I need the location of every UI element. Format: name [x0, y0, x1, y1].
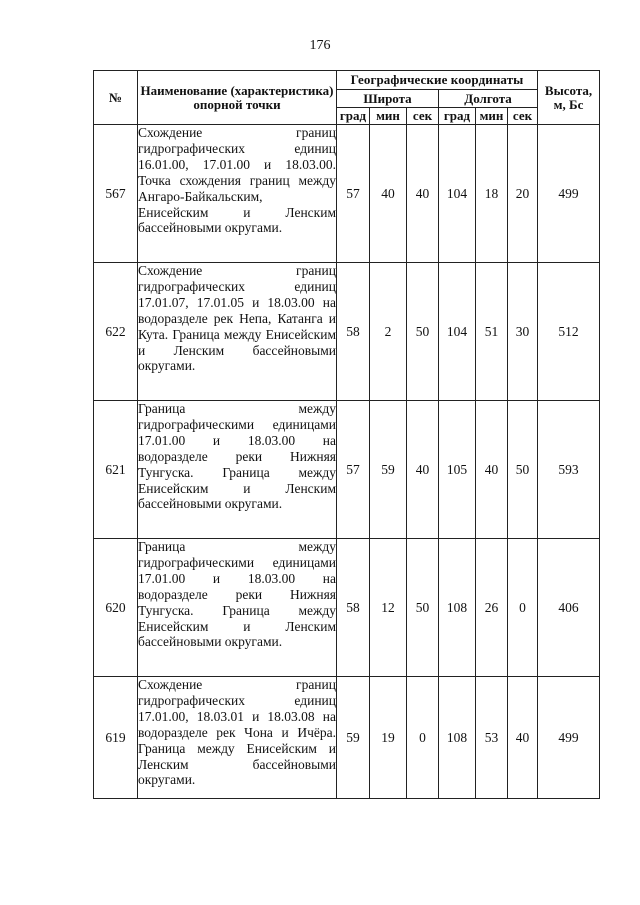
height-value: 499 [538, 125, 600, 263]
row-number: 619 [94, 677, 138, 799]
lon-min: 18 [476, 125, 508, 263]
header-lon-deg: град [439, 108, 476, 125]
row-number: 621 [94, 401, 138, 539]
header-lat-min: мин [370, 108, 407, 125]
row-description: Схождение границ гидрографических единиц 17.01.00, 18.03.01 и 18.03.08 на водоразделе рек Чона и Ичёра. Граница между Енисейским и Ленским бассейновыми округами. [138, 677, 337, 799]
height-value: 512 [538, 263, 600, 401]
lon-sec: 50 [508, 401, 538, 539]
lat-min: 19 [370, 677, 407, 799]
lat-min: 59 [370, 401, 407, 539]
row-description: Граница между гидрографическими единицами 17.01.00 и 18.03.00 на водоразделе реки Нижняя Тунгуска. Граница между Енисейским и Ленским бассейновыми округами. [138, 539, 337, 677]
header-lat-sec: сек [407, 108, 439, 125]
lat-sec: 40 [407, 125, 439, 263]
row-number: 622 [94, 263, 138, 401]
lon-deg: 108 [439, 539, 476, 677]
lat-deg: 57 [337, 401, 370, 539]
lon-sec: 30 [508, 263, 538, 401]
lon-deg: 104 [439, 263, 476, 401]
row-number: 567 [94, 125, 138, 263]
header-name: Наименование (характеристика) опорной точки [138, 71, 337, 125]
header-coordinates: Географические координаты [337, 71, 538, 90]
height-value: 499 [538, 677, 600, 799]
lat-sec: 50 [407, 263, 439, 401]
lon-min: 51 [476, 263, 508, 401]
page-number: 176 [309, 38, 331, 53]
header-lon-min: мин [476, 108, 508, 125]
lat-sec: 40 [407, 401, 439, 539]
coordinates-table [93, 70, 600, 799]
lon-deg: 104 [439, 125, 476, 263]
lat-deg: 58 [337, 263, 370, 401]
row-number: 620 [94, 539, 138, 677]
lat-sec: 0 [407, 677, 439, 799]
lon-deg: 108 [439, 677, 476, 799]
lon-min: 53 [476, 677, 508, 799]
lat-min: 40 [370, 125, 407, 263]
header-no: № [94, 71, 138, 125]
header-lat-deg: град [337, 108, 370, 125]
lat-min: 2 [370, 263, 407, 401]
row-description: Схождение границ гидрографических единиц 17.01.07, 17.01.05 и 18.03.00 на водоразделе рек Непа, Катанга и Кута. Граница между Енисейским и Ленским бассейновыми округами. [138, 263, 337, 401]
lat-sec: 50 [407, 539, 439, 677]
lon-deg: 105 [439, 401, 476, 539]
header-latitude: Широта [337, 90, 439, 108]
height-value: 406 [538, 539, 600, 677]
table-row [94, 677, 600, 799]
lon-min: 40 [476, 401, 508, 539]
lon-min: 26 [476, 539, 508, 677]
header-lon-sec: сек [508, 108, 538, 125]
lat-deg: 59 [337, 677, 370, 799]
header-height: Высота, м, Бс [538, 71, 600, 125]
row-description: Схождение границ гидрографических единиц 16.01.00, 17.01.00 и 18.03.00. Точка схождения границ между Ангаро-Байкальским, Енисейским и Ленским бассейновыми округами. [138, 125, 337, 263]
lat-deg: 58 [337, 539, 370, 677]
lon-sec: 20 [508, 125, 538, 263]
row-description: Граница между гидрографическими единицами 17.01.00 и 18.03.00 на водоразделе реки Нижняя Тунгуска. Граница между Енисейским и Ленским бассейновыми округами. [138, 401, 337, 539]
table-row [94, 401, 600, 539]
header-longitude: Долгота [439, 90, 538, 108]
table-row [94, 263, 600, 401]
lat-deg: 57 [337, 125, 370, 263]
lat-min: 12 [370, 539, 407, 677]
table-row [94, 125, 600, 263]
lon-sec: 0 [508, 539, 538, 677]
lon-sec: 40 [508, 677, 538, 799]
table-row [94, 539, 600, 677]
height-value: 593 [538, 401, 600, 539]
